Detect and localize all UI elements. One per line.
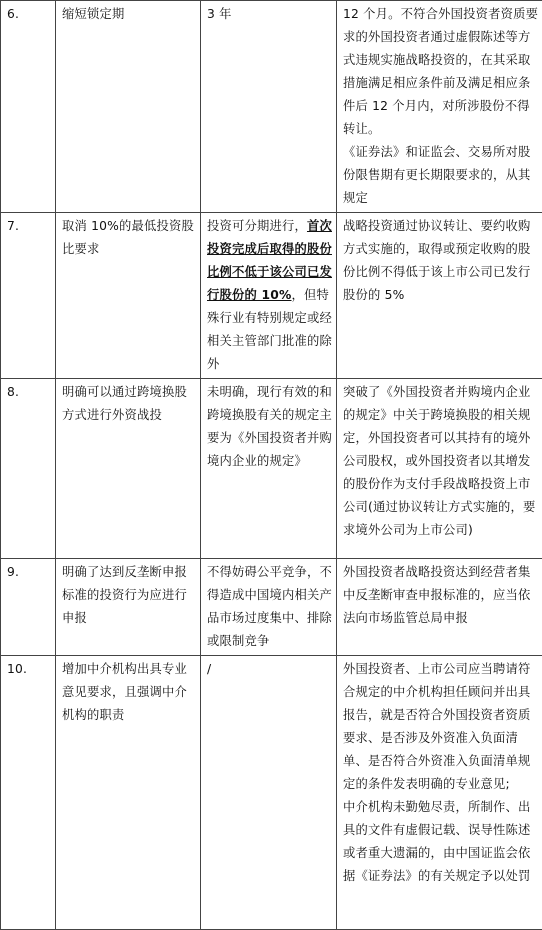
new-rule-paragraph: 突破了《外国投资者并购境内企业的规定》中关于跨境换股的相关规定，外国投资者可以其持有的境外公司股权，或外国投资者以其增发的股份作为支付手段战略投资上市公司(通过协议转让方式实施的，要求境外公司为上市公司): [343, 381, 539, 542]
row-number: 9.: [1, 559, 56, 656]
table-row: [1, 1, 542, 213]
new-rule-paragraph: 外国投资者战略投资达到经营者集中反垄断审查申报标准的，应当依法向市场监管总局申报: [343, 561, 539, 630]
new-rule-paragraph: 12 个月。不符合外国投资者资质要求的外国投资者通过虚假陈述等方式违规实施战略投资的，在其采取措施满足相应条件前及满足相应条件后 12 个月内，对所涉股份不得转让。: [343, 3, 539, 141]
row-number: 7.: [1, 213, 56, 379]
new-rule: [337, 559, 542, 656]
new-rule-paragraph: 战略投资通过协议转让、要约收购方式实施的，取得或预定收购的股份比例不得低于该上市公司已发行股份的 5%: [343, 215, 539, 307]
new-rule: [337, 213, 542, 379]
new-rule-paragraph: 中介机构未勤勉尽责，所制作、出具的文件有虚假记载、误导性陈述或者重大遗漏的，由中国证监会依据《证券法》的有关规定予以处罚: [343, 796, 539, 888]
old-rule: 3 年: [201, 1, 337, 213]
change-item: 增加中介机构出具专业意见要求，且强调中介机构的职责: [56, 656, 201, 930]
row-number: 8.: [1, 379, 56, 559]
change-item: 明确了达到反垄断申报标准的投资行为应进行申报: [56, 559, 201, 656]
old-rule: [201, 213, 337, 379]
old-rule-text: 投资可分期进行，: [207, 219, 307, 233]
table-row: [1, 379, 542, 559]
row-number: 10.: [1, 656, 56, 930]
table-row: [1, 656, 542, 930]
row-number: 6.: [1, 1, 56, 213]
new-rule: [337, 1, 542, 213]
old-rule: 未明确，现行有效的和跨境换股有关的规定主要为《外国投资者并购境内企业的规定》: [201, 379, 337, 559]
new-rule: [337, 379, 542, 559]
new-rule-paragraph: 外国投资者、上市公司应当聘请符合规定的中介机构担任顾问并出具报告，就是否符合外国投资者资质要求、是否涉及外资准入负面清单、是否符合外资准入负面清单规定的条件发表明确的专业意见;: [343, 658, 539, 796]
table-row: [1, 559, 542, 656]
old-rule: /: [201, 656, 337, 930]
change-item: 取消 10%的最低投资股比要求: [56, 213, 201, 379]
old-rule-highlight: 首次投资完成后取得的股份比例不低于该公司已发行股份的 10%: [207, 219, 332, 302]
old-rule-text: ，但特殊行业有特别规定或经相关主管部门批准的除外: [207, 288, 332, 371]
change-item: 缩短锁定期: [56, 1, 201, 213]
new-rule: [337, 656, 542, 930]
table-row: [1, 213, 542, 379]
change-item: 明确可以通过跨境换股方式进行外资战投: [56, 379, 201, 559]
old-rule: 不得妨碍公平竞争，不得造成中国境内相关产品市场过度集中、排除或限制竞争: [201, 559, 337, 656]
new-rule-paragraph: 《证券法》和证监会、交易所对股份限售期有更长期限要求的，从其规定: [343, 141, 539, 210]
